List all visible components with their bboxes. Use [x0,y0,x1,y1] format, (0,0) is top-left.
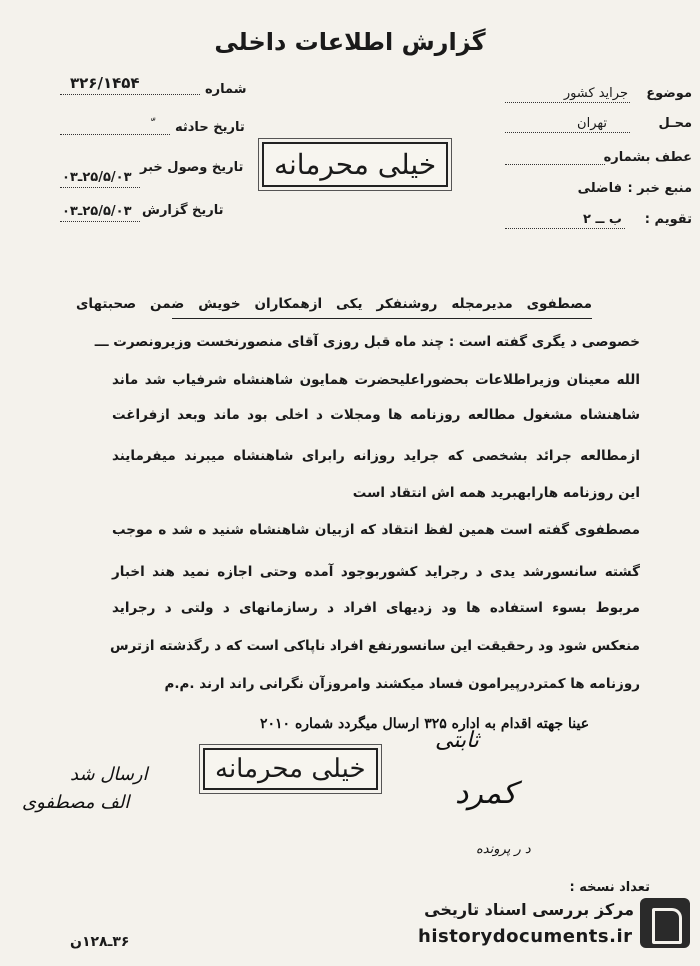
body-line-8: گشته سانسورشد یدی د رجراید کشوربوجود آمده وحتی اجازه نمید هند اخبار [112,564,640,580]
field-source-label: منبع خبر : [627,181,692,196]
signature-right: ثابتی [435,728,479,753]
signature-center: کمرد [455,776,517,811]
watermark-title: مرکز بررسی اسناد تاریخی [424,900,634,919]
field-calendar-value: ب ــ ۲ [583,212,622,227]
body-line-9: مربوط بسوء استفاده ها ود زدیهای افراد د رسازمانهای د ولتی د رجراید [112,600,640,616]
field-source [502,181,692,199]
body-line-6: این روزنامه هارابهبرید همه اش انتقاد است [352,485,640,501]
field-number-value: ۳۲۶/۱۴۵۴ [70,74,140,92]
note-signer-name: الف مصطفوی [22,792,130,813]
copies-label: تعداد نسخه : [569,880,650,895]
body-line-11: روزنامه ها کمتردرپیرامون فساد میکشند وامروزآن نگرانی راند ارند .م.م [164,676,640,692]
watermark-url: historydocuments.ir [418,926,633,947]
field-subject-value: جراید کشور [563,86,628,101]
field-received-date-line [60,187,140,188]
field-report-date-value: ۲۵/۵/۰۳ـ۰۳ [62,204,132,219]
body-line-4: شاهنشاه مشغول مطالعه روزنامه ها ومجلات د اخلی بود ماند وبعد ازفراغت [112,407,640,423]
field-subject-label: موضوع [646,86,692,101]
body-line-5: ازمطالعه جرائد بشخصی که جراید روزانه رابرای شاهنشاه میبرند میفرمایند [112,448,640,464]
field-incident-date-line [60,134,170,135]
field-location-label: محـل [658,116,692,131]
field-subject-line [505,102,630,103]
body-line-10: منعکس شود ود رحقیقت این سانسورنفع افراد ناپاکی است که د رگذشته ازترس [109,638,640,654]
body-underline [172,318,592,319]
body-line-2: خصوصی د یگری گفته است : چند ماه قبل روزی آقای منصورنخست وزیرونصرت ـــ [94,334,640,350]
field-report-date-label: تاریخ گزارش [142,203,224,218]
field-received-date-label: تاریخ وصول خبر [140,160,244,175]
page-title: گزارش اطلاعات داخلی [214,28,486,56]
field-received-date-value: ۲۵/۵/۰۳ـ۰۳ [62,170,132,185]
field-reference [592,150,692,168]
note-sent: ارسال شد [70,764,148,785]
field-incident-date-label: تاریخ حادثه [175,120,245,135]
field-location-value: تهران [577,116,607,131]
field-reference-label: عطف بشماره [603,150,692,165]
note-archive: د ر پرونده [476,842,531,857]
classification-stamp-lower: خیلی محرمانه [203,748,378,790]
field-number-line [60,94,200,95]
directive-handwritten: عینا جهته اقدام به اداره ۳۲۵ ارسال میگردد شماره ۲۰۱۰ [260,716,590,732]
reference-code: ۳۶ـ۱۲۸ن [70,934,130,950]
field-location-line [505,132,630,133]
classification-stamp: خیلی محرمانه [262,142,448,187]
field-number-label: شماره [205,82,247,97]
archive-document-icon [640,898,690,948]
field-source-value: فاضلی [577,181,622,196]
body-line-3: الله معینان وزیراطلاعات بحضوراعلیحضرت همایون شاهنشاه شرفیاب شد ماند [112,372,640,388]
body-line-1: مصطفوی مدیرمجله روشنفکر یکی ازهمکاران خویش ضمن صحبتهای [76,296,592,312]
body-line-7: مصطفوی گفته است همین لفظ انتقاد که ازبیان شاهنشاه شنید ه شد ه موجب [112,522,640,538]
field-report-date-line [60,221,140,222]
field-calendar-line [505,228,625,229]
field-reference-line [505,164,605,165]
watermark [418,892,690,958]
field-calendar-label: تقویم : [644,212,692,227]
